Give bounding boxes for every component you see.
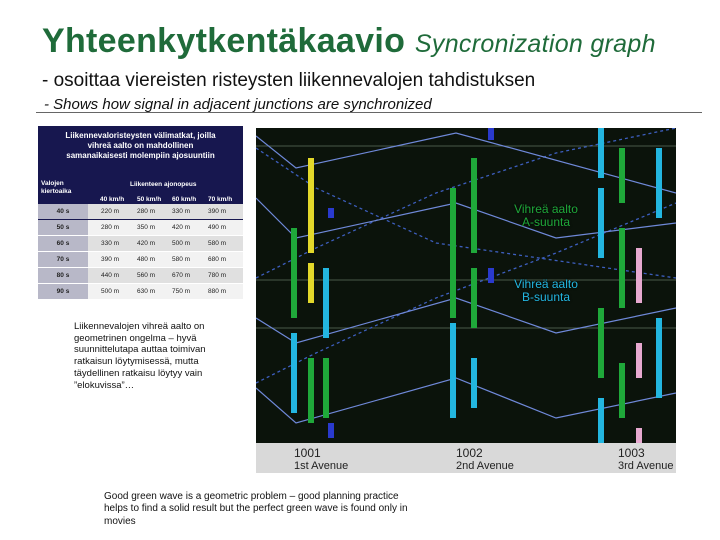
cycle-column-head: Valojen kiertoaika (41, 180, 72, 195)
table-header: Liikennevaloristeysten välimatkat, joilla vihreä aalto on mahdollinen samanaikaisesti molempiin ajosuuntiin (38, 126, 243, 174)
speed-header-50: 50 km/h (137, 196, 162, 203)
speed-header-70: 70 km/h (208, 196, 233, 203)
signal-bar (619, 363, 625, 418)
signal-bar (598, 128, 604, 178)
cycle-cell: 50 s (38, 220, 88, 235)
signal-bar (656, 318, 662, 398)
signal-bar (328, 208, 334, 218)
signal-bar (488, 128, 494, 140)
signal-bar (291, 228, 297, 318)
distance-cell: 480 m (137, 256, 156, 263)
signal-bar (471, 358, 477, 408)
distance-cell: 490 m (208, 224, 227, 231)
distance-cell: 750 m (172, 288, 191, 295)
signal-bar (598, 308, 604, 378)
distance-cell: 580 m (172, 256, 191, 263)
distance-cell: 420 m (172, 224, 191, 231)
distance-cell: 680 m (208, 256, 227, 263)
distance-cell: 580 m (208, 240, 227, 247)
table-row (38, 252, 243, 267)
distance-cell: 670 m (172, 272, 191, 279)
wave-line (256, 148, 676, 278)
wave-line (256, 378, 676, 423)
table-row (38, 284, 243, 299)
distance-cell: 880 m (208, 288, 227, 295)
signal-bar (656, 148, 662, 218)
signal-bar (619, 228, 625, 308)
distance-cell: 280 m (101, 224, 120, 231)
distance-cell: 630 m (137, 288, 156, 295)
signal-bar (323, 358, 329, 418)
signal-bar (471, 268, 477, 328)
distance-cell: 350 m (137, 224, 156, 231)
junction-1003: 1003 3rd Avenue (618, 446, 674, 472)
distance-cell: 500 m (101, 288, 120, 295)
signal-bar (636, 343, 642, 378)
table-row (38, 220, 243, 235)
distance-cell: 560 m (137, 272, 156, 279)
speed-column-head: Liikenteen ajonopeus (130, 181, 197, 188)
distance-cell: 440 m (101, 272, 120, 279)
title-sub: Syncronization graph (414, 30, 656, 58)
label-green-wave-b: Vihreä aalto B-suunta (514, 277, 578, 304)
distance-table (38, 126, 243, 298)
junction-1001: 1001 1st Avenue (294, 446, 349, 472)
signal-bar (308, 158, 314, 253)
chart-canvas (256, 128, 676, 473)
distance-cell: 780 m (208, 272, 227, 279)
signal-bar (323, 268, 329, 338)
subtitle-finnish: - osoittaa viereisten risteysten liikennevalojen tahdistuksen (42, 70, 536, 91)
sync-chart (256, 128, 676, 473)
cycle-cell: 60 s (38, 236, 88, 251)
distance-cell: 280 m (137, 208, 156, 215)
wave-line (256, 128, 676, 278)
wave-line (256, 298, 676, 343)
signal-bar (308, 263, 314, 303)
cycle-cell: 70 s (38, 252, 88, 267)
signal-bar (636, 248, 642, 303)
signal-bar (328, 423, 334, 438)
speech-callout (0, 0, 154, 130)
subtitle-english: - Shows how signal in adjacent junctions are synchronized (44, 96, 432, 113)
english-note: Good green wave is a geometric problem – good planning practice helps to find a solid result but the perfect green wave is found only in movies (104, 491, 408, 527)
wave-line (256, 133, 676, 193)
wave-line (256, 203, 676, 383)
signal-bar (471, 158, 477, 253)
cycle-cell: 80 s (38, 268, 88, 283)
distance-cell: 420 m (137, 240, 156, 247)
speed-header-60: 60 km/h (172, 196, 197, 203)
distance-cell: 330 m (101, 240, 120, 247)
distance-cell: 500 m (172, 240, 191, 247)
wave-line (256, 198, 676, 238)
table-row (38, 268, 243, 283)
street-axis (256, 443, 676, 473)
cycle-cell: 40 s (38, 204, 88, 219)
label-green-wave-a: Vihreä aalto A-suunta (514, 202, 578, 229)
table-row (38, 204, 243, 219)
signal-bar (291, 333, 297, 413)
cycle-cell: 90 s (38, 284, 88, 299)
distance-cell: 390 m (101, 256, 120, 263)
title-main: Yhteenkytkentäkaavio (42, 22, 406, 60)
signal-bar (450, 323, 456, 418)
callout-text: Liikennevalojen vihreä aalto on geometrinen ongelma – hyvä suunnittelutapa auttaa toimivan ratkaisun löytymisessä, mutta täydellinen ratkaisu löytyy vain ”elokuvissa”… (74, 321, 206, 391)
distance-cell: 390 m (208, 208, 227, 215)
junction-1002: 1002 2nd Avenue (456, 446, 514, 472)
table-row (38, 236, 243, 251)
speed-header-40: 40 km/h (100, 196, 125, 203)
distance-cell: 330 m (172, 208, 191, 215)
signal-bar (308, 358, 314, 423)
signal-bar (619, 148, 625, 203)
distance-cell: 220 m (101, 208, 120, 215)
signal-bar (450, 188, 456, 318)
